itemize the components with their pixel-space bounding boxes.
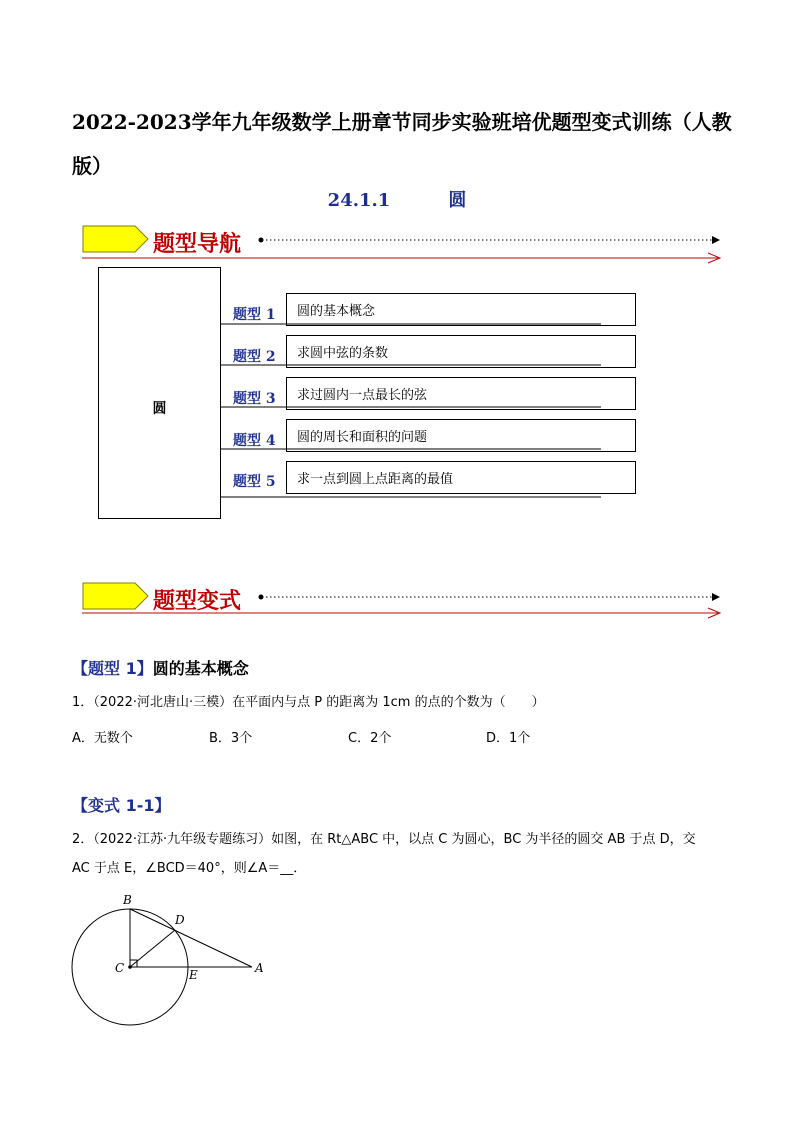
nav-type-text-5: 求一点到圆上点距离的最值	[297, 472, 454, 487]
nav-type-text-4: 圆的周长和面积的问题	[297, 430, 428, 445]
nav-banner-diamond	[259, 238, 264, 243]
variant-banner-diamond	[259, 595, 264, 600]
segment-ab	[130, 909, 252, 967]
section-name: 圆	[448, 190, 467, 211]
label-d: D	[175, 913, 185, 927]
nav-type-tag-1: 题型 1	[233, 307, 276, 323]
nav-type-tag-2: 题型 2	[233, 349, 276, 365]
question-2-line-2: AC 于点 E，∠BCD＝40°，则∠A＝__．	[72, 861, 307, 876]
type1-heading-tag: 【题型 1】	[72, 659, 153, 678]
section-title	[0, 186, 794, 212]
document-title: 2022-2023学年九年级数学上册章节同步实验班培优题型变式训练（人教版）	[72, 110, 732, 178]
variant1-heading: 【变式 1-1】	[72, 796, 171, 815]
nav-root-box	[98, 267, 221, 519]
label-c: C	[115, 961, 125, 975]
center-point	[128, 965, 132, 969]
nav-banner-label: 题型导航	[153, 232, 242, 257]
question-2-line-1: 2．（2022·江苏·九年级专题练习）如图，在 Rt△ABC 中，以点 C 为圆心，BC 为半径的圆交 AB 于点 D，交	[72, 832, 696, 847]
nav-type-tag-5: 题型 5	[233, 474, 276, 490]
nav-type-text-3: 求过圆内一点最长的弦	[297, 388, 428, 403]
option-c[interactable]: C．2个	[348, 731, 392, 746]
nav-type-tag-4: 题型 4	[233, 433, 276, 449]
nav-type-box-3[interactable]	[286, 377, 636, 410]
option-b[interactable]: B．3个	[209, 731, 253, 746]
label-a: A	[255, 961, 264, 975]
nav-type-box-2[interactable]	[286, 335, 636, 368]
nav-type-box-5[interactable]	[286, 461, 636, 494]
nav-type-text-1: 圆的基本概念	[297, 304, 376, 319]
nav-type-text-2: 求圆中弦的条数	[297, 346, 389, 361]
option-a[interactable]: A．无数个	[72, 731, 133, 746]
option-d[interactable]: D．1个	[486, 731, 531, 746]
nav-type-tag-3: 题型 3	[233, 391, 276, 407]
nav-banner-tab	[83, 226, 148, 252]
nav-banner-arrowhead	[712, 236, 720, 244]
section-number: 24.1.1	[327, 190, 391, 211]
label-e: E	[189, 968, 198, 982]
type1-heading-text: 圆的基本概念	[152, 659, 249, 678]
variant-banner-arrowhead	[712, 593, 720, 601]
variant-banner-tab	[83, 583, 148, 609]
variant-banner-label: 题型变式	[153, 589, 242, 614]
label-b: B	[123, 893, 132, 907]
nav-type-box-4[interactable]	[286, 419, 636, 452]
type1-heading	[72, 656, 249, 679]
nav-root-label: 圆	[152, 401, 167, 417]
question-1: 1．（2022·河北唐山·三模）在平面内与点 P 的距离为 1cm 的点的个数为（ ）	[72, 695, 545, 710]
nav-type-box-1[interactable]	[286, 293, 636, 326]
